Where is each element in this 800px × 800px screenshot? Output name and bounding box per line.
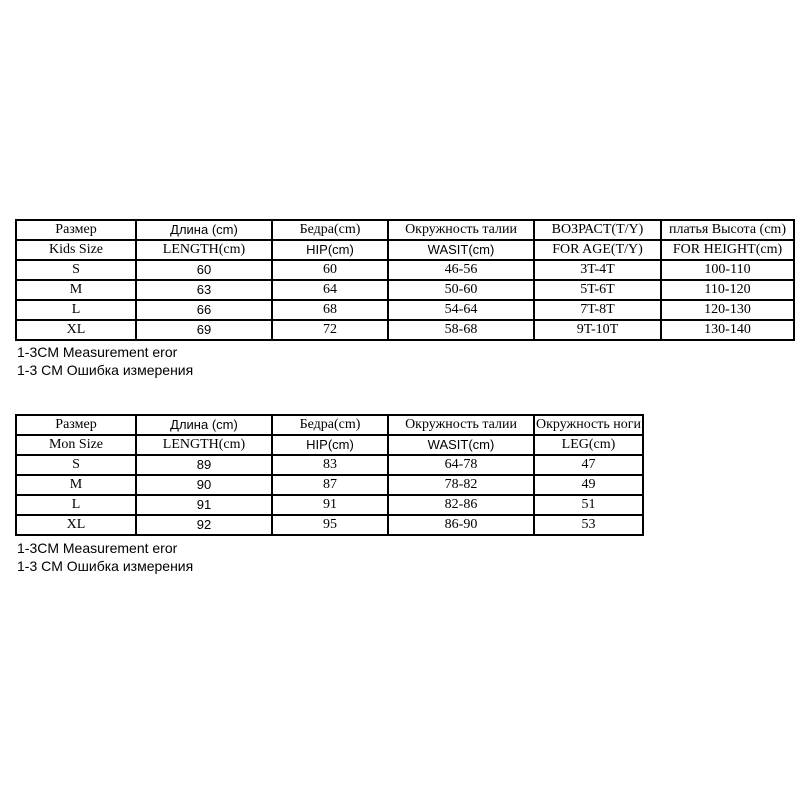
table-cell: 83	[272, 455, 388, 475]
measurement-error-note: 1-3CM Measurement eror	[17, 540, 178, 556]
table-cell: 64	[272, 280, 388, 300]
table-cell: 51	[534, 495, 643, 515]
table-header-row	[16, 240, 794, 260]
table-cell: 91	[136, 495, 272, 515]
table-cell: 64-78	[388, 455, 534, 475]
table-cell: 91	[272, 495, 388, 515]
table-cell: 9T-10T	[534, 320, 661, 340]
header-cell: LENGTH(cm)	[136, 240, 272, 260]
size-cell: XL	[16, 320, 136, 340]
table-cell: 95	[272, 515, 388, 535]
table-row	[16, 455, 643, 475]
header-cell: WASIT(cm)	[388, 240, 534, 260]
table-cell: 49	[534, 475, 643, 495]
table-cell: 130-140	[661, 320, 794, 340]
header-cell: Kids Size	[16, 240, 136, 260]
table-cell: 72	[272, 320, 388, 340]
table-cell: 92	[136, 515, 272, 535]
table-row	[16, 495, 643, 515]
header-cell: Длина (cm)	[136, 220, 272, 240]
header-cell: WASIT(cm)	[388, 435, 534, 455]
header-cell: FOR AGE(T/Y)	[534, 240, 661, 260]
table-cell: 58-68	[388, 320, 534, 340]
table-cell: 89	[136, 455, 272, 475]
header-cell: FOR HEIGHT(cm)	[661, 240, 794, 260]
table-row	[16, 320, 794, 340]
table-cell: 60	[136, 260, 272, 280]
header-cell: Mon Size	[16, 435, 136, 455]
table-cell: 63	[136, 280, 272, 300]
table-row	[16, 260, 794, 280]
header-cell: ВОЗРАСТ(T/Y)	[534, 220, 661, 240]
table-row	[16, 475, 643, 495]
size-cell: M	[16, 475, 136, 495]
table-cell: 60	[272, 260, 388, 280]
table-row	[16, 300, 794, 320]
table-row	[16, 280, 794, 300]
header-cell: Окружность талии	[388, 220, 534, 240]
size-cell: S	[16, 260, 136, 280]
size-cell: S	[16, 455, 136, 475]
header-cell: Размер	[16, 220, 136, 240]
table-header-row	[16, 220, 794, 240]
measurement-error-note-ru: 1-3 CM Ошибка измерения	[17, 558, 194, 574]
table-cell: 110-120	[661, 280, 794, 300]
header-cell: Длина (cm)	[136, 415, 272, 435]
table-cell: 47	[534, 455, 643, 475]
measurement-error-note-ru: 1-3 CM Ошибка измерения	[17, 362, 194, 378]
header-cell: HIP(cm)	[272, 240, 388, 260]
table-cell: 66	[136, 300, 272, 320]
header-cell: LEG(cm)	[534, 435, 643, 455]
table-cell: 54-64	[388, 300, 534, 320]
table-cell: 90	[136, 475, 272, 495]
table-cell: 78-82	[388, 475, 534, 495]
table-row	[16, 515, 643, 535]
table-cell: 68	[272, 300, 388, 320]
header-cell: HIP(cm)	[272, 435, 388, 455]
table-cell: 5T-6T	[534, 280, 661, 300]
table-cell: 69	[136, 320, 272, 340]
size-cell: M	[16, 280, 136, 300]
table-cell: 50-60	[388, 280, 534, 300]
header-cell: Окружность талии	[388, 415, 534, 435]
size-cell: L	[16, 495, 136, 515]
table-cell: 46-56	[388, 260, 534, 280]
table-cell: 100-110	[661, 260, 794, 280]
table-cell: 53	[534, 515, 643, 535]
size-cell: L	[16, 300, 136, 320]
header-cell: Бедра(cm)	[272, 220, 388, 240]
kids-size-table	[15, 219, 795, 341]
header-cell: Размер	[16, 415, 136, 435]
table-header-row	[16, 435, 643, 455]
header-cell: LENGTH(cm)	[136, 435, 272, 455]
table-cell: 82-86	[388, 495, 534, 515]
header-cell: Бедра(cm)	[272, 415, 388, 435]
header-cell: Окружность ноги	[534, 415, 643, 435]
table-cell: 3T-4T	[534, 260, 661, 280]
table-header-row	[16, 415, 643, 435]
table-cell: 87	[272, 475, 388, 495]
table-cell: 7T-8T	[534, 300, 661, 320]
table-cell: 86-90	[388, 515, 534, 535]
size-cell: XL	[16, 515, 136, 535]
table-cell: 120-130	[661, 300, 794, 320]
men-size-table	[15, 414, 644, 536]
measurement-error-note: 1-3CM Measurement eror	[17, 344, 178, 360]
header-cell: платья Высота (cm)	[661, 220, 794, 240]
